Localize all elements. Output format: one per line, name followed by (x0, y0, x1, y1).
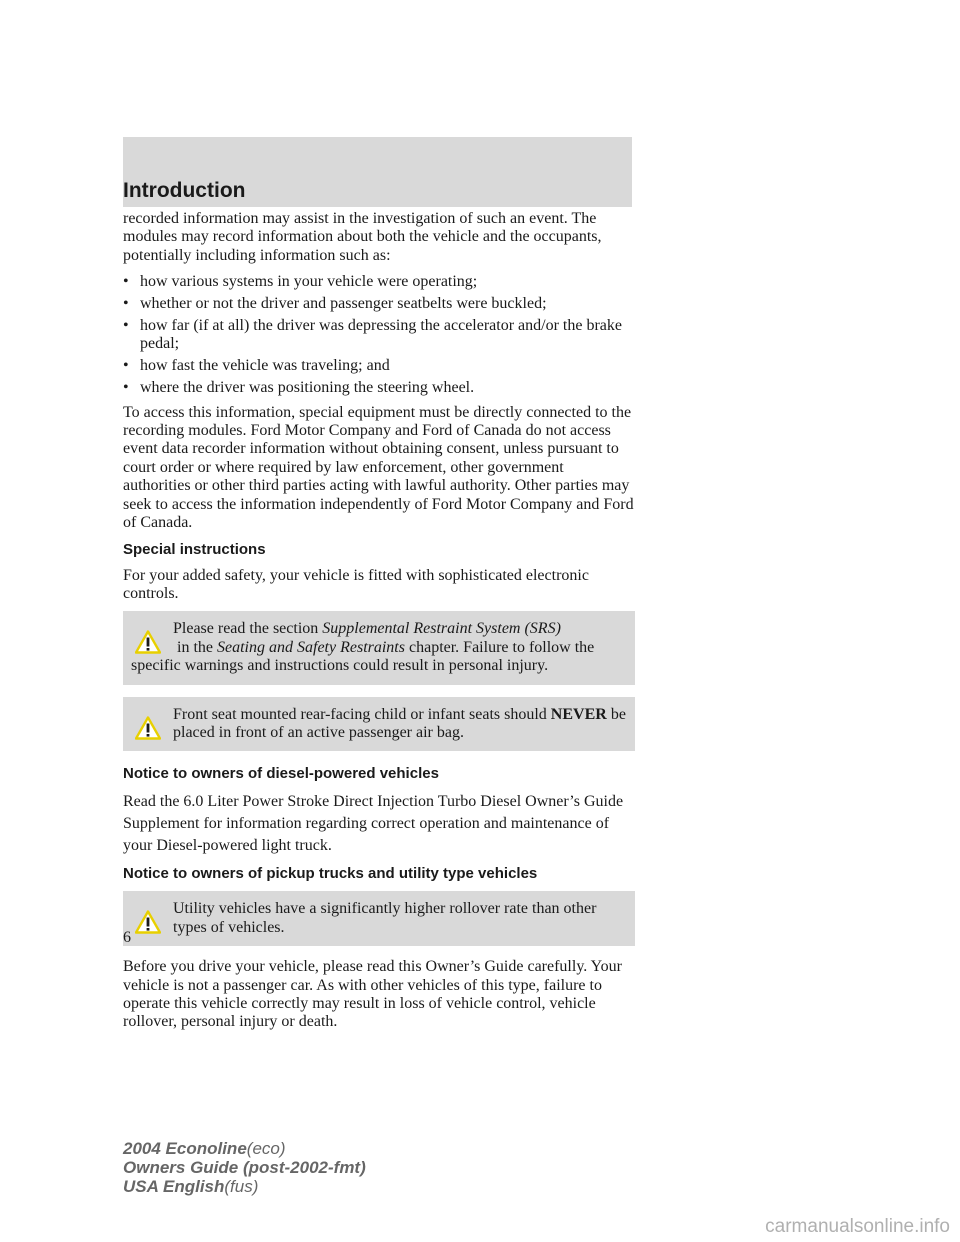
intro-paragraph: recorded information may assist in the investigation of such an event. The modules may record information about both the vehicle and the occupants, potentially including information such as: (123, 210, 602, 264)
srs-warning-box: Please read the section Supplemental Restraint System (SRS) in the Seating and Safety Restraints chapter. Failure to follow the specific warnings and instructions could result in personal injury. (123, 611, 635, 684)
page-number: 6 (123, 929, 131, 946)
rollover-warning-box: Utility vehicles have a significantly higher rollover rate than other types of vehicles. (123, 891, 635, 946)
list-item: • how various systems in your vehicle were operating; (123, 273, 478, 291)
child-seat-warning-box: Front seat mounted rear-facing child or infant seats should NEVER be placed in front of an active passenger air bag. (123, 697, 635, 752)
list-item: • how far (if at all) the driver was depressing the accelerator and/or the brake pedal; (123, 317, 622, 353)
pickup-heading: Notice to owners of pickup trucks and utility type vehicles (123, 865, 538, 883)
access-paragraph: To access this information, special equipment must be directly connected to the recording modules. Ford Motor Company and Ford of Canada do not access event data recorder information without obtaining consent, unless pursuant to court order or where required by law enforcement, other government authorities or other third parties acting with lawful authority. Other parties may seek to access the information independently of Ford Motor Company and Ford of Canada. (123, 403, 634, 532)
special-instructions-paragraph: For your added safety, your vehicle is fitted with sophisticated electronic controls. (123, 566, 589, 602)
pickup-paragraph: Before you drive your vehicle, please read this Owner’s Guide carefully. Your vehicle is not a passenger car. As with other vehicles of this type, failure to operate this vehicle correctly may result in loss of vehicle control, vehicle rollover, personal injury or death. (123, 958, 622, 1031)
section-header (123, 137, 632, 207)
recorded-info-list (123, 273, 635, 397)
document-footer: 2004 Econoline(eco) Owners Guide (post-2002-fmt) USA English(fus) (123, 1139, 366, 1196)
diesel-paragraph: Read the 6.0 Liter Power Stroke Direct Injection Turbo Diesel Owner’s Guide Supplement for information regarding correct operation and maintenance of your Diesel-powered light truck. (123, 793, 624, 855)
special-instructions-heading: Special instructions (123, 540, 266, 558)
diesel-heading: Notice to owners of diesel-powered vehicles (123, 765, 439, 783)
page-content (123, 210, 635, 1040)
warning-triangle-icon (135, 716, 161, 740)
warning-triangle-icon (135, 910, 161, 934)
list-item: • how fast the vehicle was traveling; and (123, 357, 390, 375)
list-item: • where the driver was positioning the steering wheel. (123, 379, 475, 397)
warning-triangle-icon (135, 630, 161, 654)
watermark: carmanualsonline.info (765, 1216, 950, 1237)
section-title: Introduction (123, 179, 246, 202)
list-item: • whether or not the driver and passenger seatbelts were buckled; (123, 295, 547, 313)
